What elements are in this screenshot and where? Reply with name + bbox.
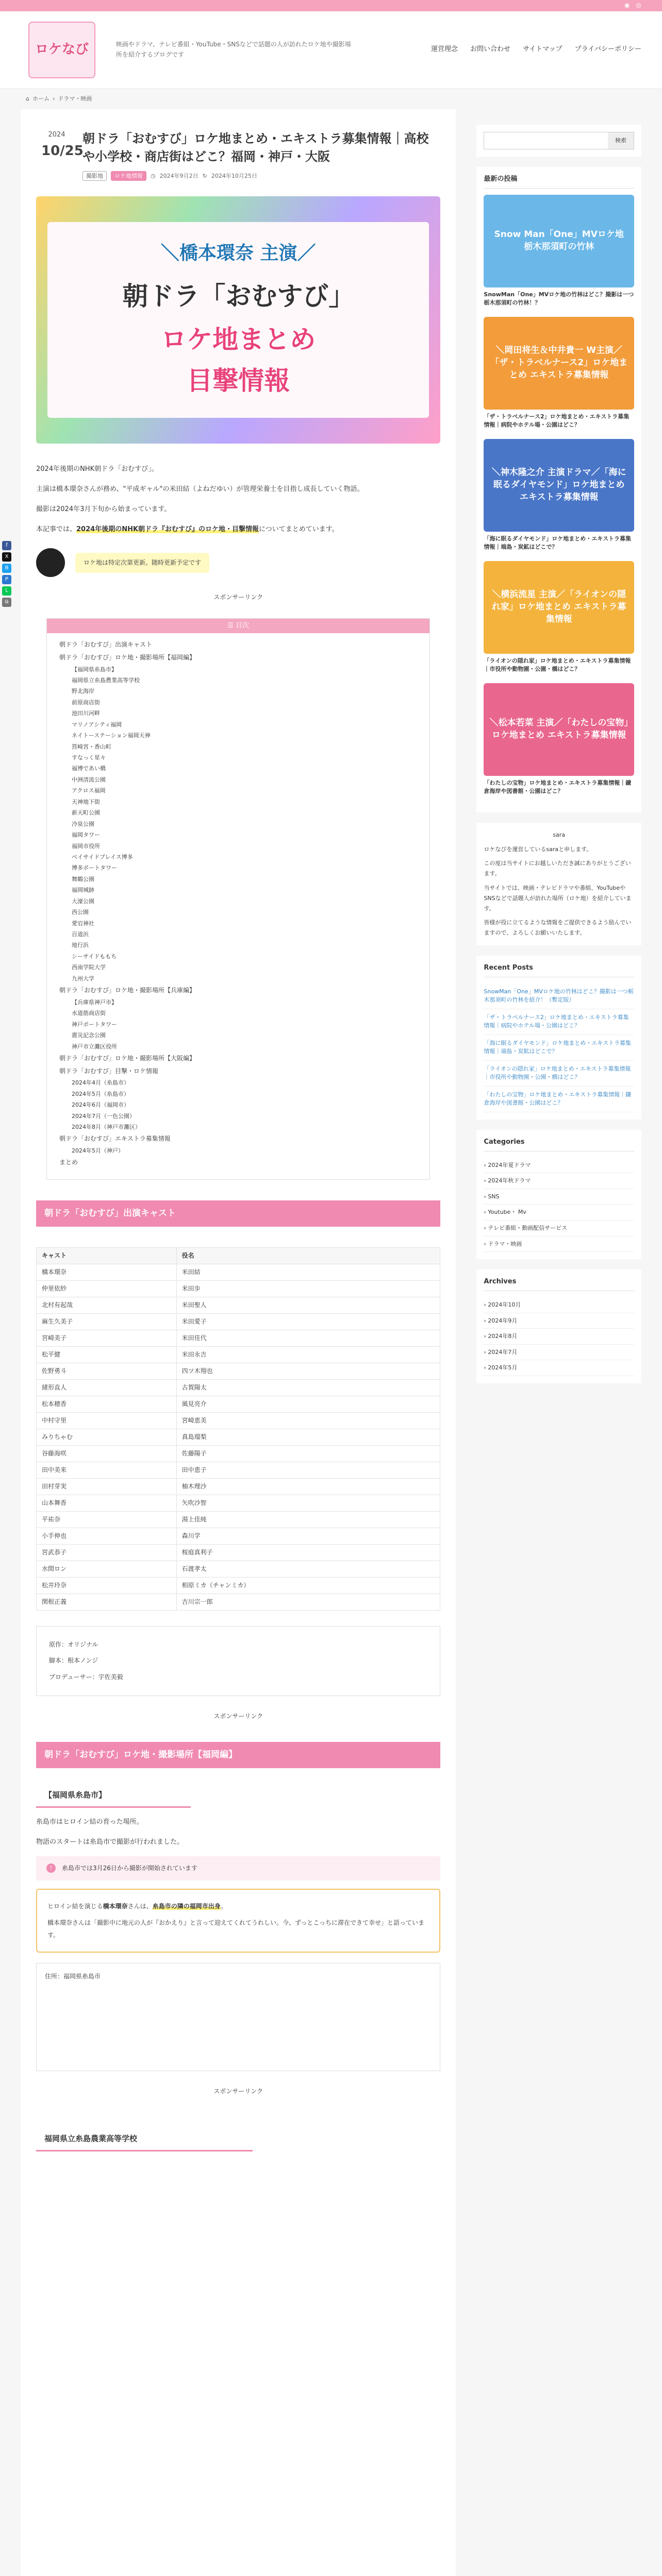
list-icon: ☰ (227, 621, 236, 630)
category-link[interactable] (484, 1205, 634, 1221)
author-avatar-icon (36, 548, 65, 577)
newest-post-card[interactable] (484, 683, 634, 796)
post-link[interactable]: 「ザ・トラベルナース2」ロケ地まとめ・エキストラ募集情報｜病院やホテル場・公園はどこ？ (484, 413, 630, 429)
profile-widget (476, 823, 641, 945)
category-label: ドラマ・映画 (488, 1240, 522, 1247)
table-row (37, 1297, 440, 1314)
recent-post-link[interactable]: 「海に眠るダイヤモンド」ロケ地まとめ・エキストラ募集情報｜端島・炭鉱はどこで？ (484, 1035, 634, 1061)
eyecatch-line3: ロケ地まとめ (161, 324, 316, 354)
role-name: 佐藤陽子 (176, 1446, 440, 1462)
home-icon: ⌂ (26, 95, 29, 103)
toc-subitem[interactable]: 福岡県立糸島農業高等学校 (72, 676, 140, 684)
table-row (37, 1347, 440, 1363)
toc-subitem[interactable]: すなっく星々 (72, 754, 106, 761)
cast-name: 関根正義 (37, 1594, 177, 1611)
role-name: 石渡孝太 (176, 1561, 440, 1578)
archive-link[interactable] (484, 1360, 634, 1376)
site-header (0, 11, 662, 89)
toc-subitem[interactable]: 天神地下街 (72, 798, 100, 805)
breadcrumb-sep: › (52, 95, 55, 103)
profile-text: 当サイトでは、映画・テレビドラマや番組、YouTubeやSNSなどで話題人が訪れた場所（ロケ地）を紹介しています。 (484, 884, 632, 912)
cast-name: 谷藤海咲 (37, 1446, 177, 1462)
post-link[interactable]: SnowMan「One」MVロケ地の竹林はどこ？撮影は一つ栃木那須町の竹林！？ (484, 291, 634, 307)
table-row (37, 1561, 440, 1578)
recent-post-link[interactable]: 「ザ・トラベルナース2」ロケ地まとめ・エキストラ募集情報｜病院やホテル場・公園はどこ？ (484, 1009, 634, 1035)
archives-widget (476, 1269, 641, 1383)
toc-subitem[interactable]: 2024年8月（神戸市灘区） (72, 1123, 141, 1130)
toc-subitem[interactable]: 博多ポートタワー (72, 865, 117, 872)
role-name: 米田佳代 (176, 1330, 440, 1347)
cast-name: 佐野勇斗 (37, 1363, 177, 1380)
archive-link[interactable] (484, 1313, 634, 1329)
staff-line: 脚本：根本ノンジ (49, 1657, 98, 1665)
role-name: 米田結 (176, 1264, 440, 1281)
eyecatch-image (36, 196, 440, 444)
intro-text: 撮影は2024年3月下旬から始まっています。 (36, 505, 171, 513)
archive-label: 2024年7月 (488, 1348, 518, 1355)
post-link[interactable]: 「わたしの宝物」ロケ地まとめ・エキストラ募集情報｜鎌倉海岸や図書館・公園はどこ？ (484, 779, 632, 795)
category-link[interactable] (484, 1158, 634, 1174)
staff-box (36, 1626, 440, 1696)
cast-name: 橋本環奈 (37, 1264, 177, 1281)
table-row (37, 1512, 440, 1528)
cast-name: 田中美来 (37, 1462, 177, 1479)
toc-item[interactable]: 朝ドラ「おむすび」ロケ地・撮影場所【兵庫編】 (59, 987, 196, 994)
toc-subitem[interactable]: 震災記念公園 (72, 1032, 106, 1039)
chevron-right-icon: › (484, 1193, 488, 1200)
updated-date: 2024年10月25日 (211, 172, 257, 179)
cast-name: 麻生久美子 (37, 1314, 177, 1330)
table-row (37, 1479, 440, 1495)
category-link[interactable] (484, 1173, 634, 1189)
chevron-right-icon: › (484, 1240, 488, 1247)
category-label: Youtube・ Mv (488, 1209, 526, 1216)
post-date: 2024 10/25 (41, 131, 84, 159)
chevron-right-icon: › (484, 1333, 488, 1340)
toc-subitem[interactable]: 愛宕神社 (72, 920, 94, 927)
role-name: 湯上佳純 (176, 1512, 440, 1528)
eyecatch-line2: 朝ドラ「おむすび」 (122, 280, 355, 311)
chevron-right-icon: › (484, 1161, 488, 1168)
post-thumbnail[interactable]: ＼岡田将生＆中井貴一 W主演／「ザ・トラベルナース2」ロケ地まとめ エキストラ募集情報 (484, 317, 634, 410)
chevron-right-icon: › (484, 1301, 488, 1308)
table-row (37, 1363, 440, 1380)
search-form (484, 132, 634, 149)
category-label: テレビ番組・動画配信サービス (488, 1224, 568, 1231)
widget-title: Archives (484, 1277, 634, 1291)
toc-item[interactable]: まとめ (59, 1159, 78, 1166)
intro-text: 本記事では、2024年後期のNHK朝ドラ『おむすび』のロケ地・目撃情報についてまとめています。 (36, 525, 339, 533)
role-name: 風見亮介 (176, 1396, 440, 1413)
sponsor-label: スポンサーリンク (213, 594, 263, 601)
intro-text: 2024年後期のNHK朝ドラ「おむすび」。 (36, 465, 158, 473)
recent-post-link[interactable]: SnowMan「One」MVロケ地の竹林はどこ？撮影は一つ栃木那須町の竹林を紹介！（暫定版） (484, 984, 634, 1009)
subheading-school: 福岡県立糸島農業高等学校 (36, 2127, 253, 2151)
role-name: 柚木理沙 (176, 1479, 440, 1495)
role-name: 米田聖人 (176, 1297, 440, 1314)
toc-subitem[interactable]: 2024年7月（一色公園） (72, 1112, 135, 1120)
eyecatch-line1: ＼橋本環奈 主演／ (160, 243, 316, 264)
table-row (37, 1578, 440, 1594)
cast-name: 水間ロン (37, 1561, 177, 1578)
role-name: 四ツ木翔也 (176, 1363, 440, 1380)
toc-subitem[interactable]: 神戸市立灘区役所 (72, 1043, 117, 1050)
sidebar (476, 109, 641, 2576)
toc-subitem[interactable]: マリノアシティ福岡 (72, 721, 122, 728)
toc-title[interactable]: ☰ 目次 (47, 619, 429, 634)
recent-post-link[interactable]: 「ライオンの隠れ家」ロケ地まとめ・エキストラ募集情報｜市役所や動物園・公園・橋はどこ？ (484, 1061, 634, 1087)
exclamation-icon: ! (46, 1863, 56, 1873)
toc-subitem[interactable]: 福岡城跡 (72, 887, 94, 894)
post-title: 朝ドラ「おむすび」ロケ地まとめ・エキストラ募集情報｜高校や小学校・商店街はどこ？福岡・神戸・大阪 (82, 131, 429, 164)
recent-posts-widget (476, 956, 641, 1120)
toc-subitem[interactable]: ネイトーステーション福岡天神 (72, 732, 151, 739)
newest-post-card[interactable] (484, 439, 634, 552)
toc-subitem[interactable]: 福岡タワー (72, 832, 100, 839)
cast-table (36, 1247, 440, 1611)
toc-subitem[interactable]: 2024年5月（神戸） (72, 1147, 124, 1154)
toc-item[interactable]: 朝ドラ「おむすび」ロケ地・撮影場所【福岡編】 (59, 653, 196, 661)
role-name: 米田愛子 (176, 1314, 440, 1330)
role-name: 田中恵子 (176, 1462, 440, 1479)
category-label: 2024年秋ドラマ (488, 1177, 531, 1184)
toc-subitem[interactable]: 水道筋商店街 (72, 1010, 106, 1017)
toc-subitem[interactable]: 筥崎宮・香山町 (72, 743, 111, 750)
x-icon[interactable]: X (2, 552, 11, 562)
profile-name: sara (553, 831, 566, 838)
role-name: 真島瑠梨 (176, 1429, 440, 1446)
toc-subitem[interactable]: 【兵庫県神戸市】 (72, 998, 117, 1006)
cast-name: 北村有起哉 (37, 1297, 177, 1314)
category-link[interactable] (484, 1236, 634, 1252)
published-date: 2024年9月2日 (159, 172, 198, 179)
category-link[interactable] (484, 1221, 634, 1236)
role-name: 相原ミカ（チャンミカ） (176, 1578, 440, 1594)
table-header: キャスト (37, 1248, 177, 1264)
toc-item[interactable]: 朝ドラ「おむすび」エキストラ募集情報 (59, 1135, 171, 1143)
table-row (37, 1380, 440, 1396)
toc-subitem[interactable]: 西公園 (72, 909, 89, 916)
toc-subitem[interactable]: 西南学院大学 (72, 964, 106, 971)
profile-text: この度は当サイトにお越しいただき誠にありがとうございます。 (484, 860, 631, 877)
chevron-right-icon: › (484, 1364, 488, 1371)
sponsor-label: スポンサーリンク (213, 2087, 263, 2095)
breadcrumb (0, 89, 662, 109)
widget-title: 最新の投稿 (484, 174, 634, 189)
sponsor-label: スポンサーリンク (213, 1712, 263, 1720)
toc-subitem[interactable]: 中洲清流公園 (72, 776, 106, 783)
toc-subitem[interactable]: 2024年4月（糸島市） (72, 1079, 129, 1087)
table-row (37, 1446, 440, 1462)
archive-link[interactable] (484, 1345, 634, 1361)
post-thumbnail[interactable]: ＼神木隆之介 主演ドラマ／「海に眠るダイヤモンド」ロケ地まとめ エキストラ募集情報 (484, 439, 634, 532)
table-row (37, 1545, 440, 1561)
cast-name: 仲里依紗 (37, 1281, 177, 1297)
map-embed[interactable] (36, 1963, 440, 2071)
archive-link[interactable] (484, 1329, 634, 1345)
toc-subitem[interactable]: 舞鶴公園 (72, 875, 94, 883)
line-icon[interactable]: L (2, 586, 11, 596)
table-row (37, 1413, 440, 1429)
cast-name: 中村守里 (37, 1413, 177, 1429)
archive-label: 2024年10月 (488, 1301, 521, 1308)
chevron-right-icon: › (484, 1209, 488, 1216)
cast-name: 緒形直人 (37, 1380, 177, 1396)
copy-link-icon[interactable]: ⧉ (2, 598, 11, 607)
toc-subitem[interactable]: 野北海岸 (72, 688, 94, 695)
nav-item-sitemap[interactable]: サイトマップ (523, 45, 562, 54)
widget-title: Recent Posts (484, 963, 634, 977)
nav-item-privacy[interactable]: プライバシーポリシー (574, 45, 641, 54)
table-of-contents (46, 618, 430, 1180)
table-row (37, 1528, 440, 1545)
share-buttons (2, 541, 11, 607)
address-text: 住所：福岡県糸島市 (45, 1972, 101, 1980)
main-content (21, 109, 456, 2576)
breadcrumb-category[interactable]: ドラマ・映画 (58, 95, 92, 103)
archive-label: 2024年8月 (488, 1333, 518, 1340)
subheading-itoshima: 【福岡県糸島市】 (36, 1784, 191, 1808)
role-name: 宮崎恵美 (176, 1413, 440, 1429)
site-logo[interactable]: ロケなび (28, 22, 95, 78)
chevron-right-icon: › (484, 1177, 488, 1184)
cast-name: 山本舞香 (37, 1495, 177, 1512)
top-bar (0, 0, 662, 11)
post-thumbnail[interactable]: Snow Man「One」MVロケ地 栃木那須町の竹林 (484, 195, 634, 287)
post-link[interactable]: 「海に眠るダイヤモンド」ロケ地まとめ・エキストラ募集情報｜端島・炭鉱はどこで？ (484, 535, 631, 551)
nav-item-policy[interactable]: 運営理念 (431, 45, 458, 54)
section-heading-fukuoka: 朝ドラ「おむすび」ロケ地・撮影場所【福岡編】 (36, 1742, 440, 1768)
pocket-icon[interactable]: P (2, 575, 11, 584)
role-name: 米田歩 (176, 1281, 440, 1297)
balloon-text: ロケ地は特定次第更新。随時更新予定です (75, 553, 209, 573)
role-name: 古賀陽太 (176, 1380, 440, 1396)
site-tagline: 映画やドラマ、テレビ番組・YouTube・SNSなどで話題の人が訪れたロケ地や撮影場所を紹介するブログです (116, 41, 351, 58)
chevron-right-icon: › (484, 1224, 488, 1231)
chevron-right-icon: › (484, 1348, 488, 1355)
cast-name: 松本穂香 (37, 1396, 177, 1413)
role-name: 米田永吉 (176, 1347, 440, 1363)
toc-subitem[interactable]: 神戸ポートタワー (72, 1021, 117, 1028)
table-row (37, 1396, 440, 1413)
role-name: 森川学 (176, 1528, 440, 1545)
body-text: 糸島市はヒロイン結の育った場所。 (36, 1818, 143, 1826)
feed-icon[interactable]: ◎ (636, 2, 641, 9)
hatena-icon[interactable]: B (2, 564, 11, 573)
tag-location[interactable]: 撮影地 (82, 171, 107, 181)
cast-name: 小手伸也 (37, 1528, 177, 1545)
cast-name: みりちゃむ (37, 1429, 177, 1446)
toc-subitem[interactable]: 百道浜 (72, 931, 89, 938)
nav-item-contact[interactable]: お問い合わせ (470, 45, 511, 54)
category-label: 2024年夏ドラマ (488, 1161, 531, 1168)
toc-subitem[interactable]: 【福岡県糸島市】 (72, 666, 117, 673)
speech-balloon (36, 548, 440, 577)
table-row (37, 1330, 440, 1347)
newest-posts-widget (476, 167, 641, 812)
section-heading-cast: 朝ドラ「おむすび」出演キャスト (36, 1200, 440, 1227)
search-input[interactable] (484, 132, 608, 149)
role-name: 桜庭真利子 (176, 1545, 440, 1561)
table-header: 役名 (176, 1248, 440, 1264)
recent-post-link[interactable]: 「わたしの宝物」ロケ地まとめ・エキストラ募集情報｜鎌倉海岸や図書館・公園はどこ？ (484, 1087, 634, 1112)
table-row (37, 1314, 440, 1330)
breadcrumb-home[interactable]: ホーム (32, 95, 49, 103)
table-row (37, 1594, 440, 1611)
toc-subitem[interactable]: 福博であい橋 (72, 765, 106, 772)
chevron-right-icon: › (484, 1317, 488, 1324)
staff-line: 原作：オリジナル (49, 1641, 98, 1649)
newest-post-card[interactable] (484, 561, 634, 674)
toc-item[interactable]: 朝ドラ「おむすび」出演キャスト (59, 641, 153, 649)
global-nav (431, 44, 641, 55)
intro-text: 主演は橋本環奈さんが務め、"平成ギャル"の米田結（よねだゆい）が管理栄養士を目指し成長していく物語。 (36, 485, 364, 493)
toc-list (47, 638, 429, 1169)
cast-name: 田村芽実 (37, 1479, 177, 1495)
newest-post-card[interactable] (484, 195, 634, 308)
categories-widget (476, 1130, 641, 1259)
post-thumbnail[interactable]: ＼横浜流星 主演／「ライオンの隠れ家」ロケ地まとめ エキストラ募集情報 (484, 561, 634, 654)
body-text: 物語のスタートは糸島市で撮影が行われました。 (36, 1838, 184, 1846)
toc-subitem[interactable]: 新天町公園 (72, 809, 100, 817)
category-label: SNS (488, 1193, 500, 1200)
archive-label: 2024年5月 (488, 1364, 518, 1371)
alert-box: ! 糸島市では3月26日から撮影が開始されています (36, 1856, 440, 1880)
memo-box: ヒロイン結を演じる橋本環奈さんは、糸島市の隣の福岡市出身。 橋本環奈さんは「撮影中に地元の人が『おかえり』と言って迎えてくれてうれしい。今、ずっとこっちに滞在できて幸せ」と語っています。 (36, 1889, 440, 1953)
table-row (37, 1495, 440, 1512)
toc-subitem[interactable]: 前原商店街 (72, 699, 100, 706)
cast-name: 松平健 (37, 1347, 177, 1363)
toc-subitem[interactable]: 九州大学 (72, 975, 94, 982)
role-name: 矢吹沙智 (176, 1495, 440, 1512)
facebook-icon[interactable]: f (2, 541, 11, 550)
eyecatch-line4: 目撃情報 (187, 365, 290, 396)
post-link[interactable]: 「ライオンの隠れ家」ロケ地まとめ・エキストラ募集情報｜市役所や動物園・公園・橋はどこ？ (484, 657, 631, 673)
toc-subitem[interactable]: 2024年6月（福岡市） (72, 1101, 129, 1109)
toc-subitem[interactable]: 地行浜 (72, 942, 89, 949)
toc-subitem[interactable]: 冷泉公園 (72, 820, 94, 827)
table-row (37, 1429, 440, 1446)
table-row (37, 1281, 440, 1297)
post-thumbnail[interactable]: ＼松本若菜 主演／「わたしの宝物」ロケ地まとめ エキストラ募集情報 (484, 683, 634, 776)
archive-label: 2024年9月 (488, 1317, 518, 1324)
table-row (37, 1462, 440, 1479)
widget-title: Categories (484, 1137, 634, 1151)
toc-item[interactable]: 朝ドラ「おむすび」ロケ地・撮影場所【大阪編】 (59, 1055, 196, 1062)
clock-icon: ◷ (151, 172, 156, 179)
profile-text: ロケなびを運営しているsaraと申します。 (484, 845, 592, 853)
cast-name: 宮武恭子 (37, 1545, 177, 1561)
refresh-icon: ↻ (202, 172, 207, 179)
toc-subitem[interactable]: ベイサイドプレイス博多 (72, 853, 133, 860)
cast-name: 平祐奈 (37, 1512, 177, 1528)
toc-subitem[interactable]: アクロス福岡 (72, 787, 106, 794)
cast-name: 松井玲奈 (37, 1578, 177, 1594)
newest-post-card[interactable] (484, 317, 634, 430)
toc-item[interactable]: 朝ドラ「おむすび」目撃・ロケ情報 (59, 1067, 159, 1075)
toc-subitem[interactable]: 2024年5月（糸島市） (72, 1090, 129, 1097)
search-button[interactable]: 検索 (608, 132, 634, 149)
cast-name: 宮崎美子 (37, 1330, 177, 1347)
archive-link[interactable] (484, 1297, 634, 1313)
staff-line: プロデューサー：宇佐美毅 (49, 1673, 123, 1681)
toc-subitem[interactable]: 大濠公園 (72, 897, 94, 905)
table-row (37, 1264, 440, 1281)
toc-subitem[interactable]: シーサイドももち (72, 953, 117, 960)
profile-text: 皆様が役に立てるような情報をご提供できるよう励んでいますので、よろしくお願いいたします。 (484, 919, 632, 937)
toc-subitem[interactable]: 池田川河畔 (72, 710, 100, 717)
role-name: 吉川宗一郎 (176, 1594, 440, 1611)
toc-subitem[interactable]: 福岡市役所 (72, 842, 100, 850)
rss-icon[interactable]: ◉ (624, 2, 630, 9)
tag-location-info[interactable]: ロケ地情報 (111, 171, 146, 181)
category-link[interactable] (484, 1189, 634, 1205)
